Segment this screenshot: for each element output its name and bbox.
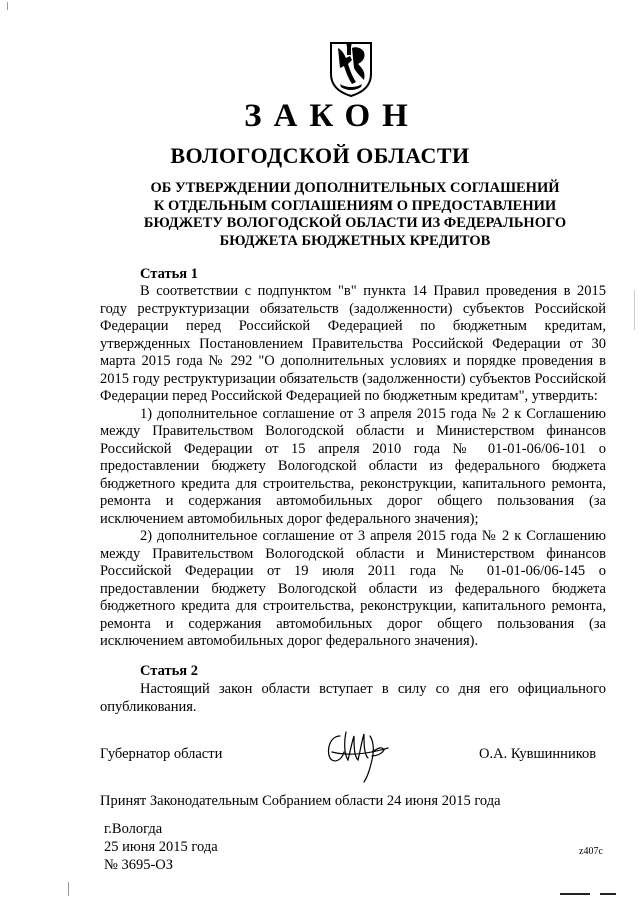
article-2-body <box>100 681 606 716</box>
law-number: № 3695-ОЗ <box>104 857 174 873</box>
subject-line: ОБ УТВЕРЖДЕНИИ ДОПОЛНИТЕЛЬНЫХ СОГЛАШЕНИЙ <box>150 180 560 196</box>
subject-line: К ОТДЕЛЬНЫМ СОГЛАШЕНИЯМ О ПРЕДОСТАВЛЕНИИ <box>153 197 557 214</box>
scan-mark <box>68 882 69 896</box>
place-and-date-block <box>104 820 218 874</box>
vologda-coat-of-arms-icon <box>328 40 374 98</box>
signing-date: 25 июня 2015 года <box>104 839 218 855</box>
scan-mark <box>7 2 8 10</box>
article-1-body <box>100 283 606 651</box>
article-1-heading: Статья 1 <box>140 266 198 282</box>
article-2-text: Настоящий закон области вступает в силу со дня его официального опубликования. <box>100 681 606 715</box>
signer-name: О.А. Кувшинников <box>479 746 597 762</box>
subject-line: БЮДЖЕТА БЮДЖЕТНЫХ КРЕДИТОВ <box>219 232 491 249</box>
article-1-item-2: 2) дополнительное соглашение от 3 апреля 2015 года № 2 к Соглашению между Правительством Вологодской области и Министерством финансов Российской Федерации от 19 июля 2011 года № 01-01-06/06-145 о предоставлении бюджету Вологодской области из федерального бюджета бюджетного кредита для строительства, реконструкции, капитального ремонта, ремонта и содержания автомобильных дорог общего пользования (за исключением автомобильных дорог федерального значения). <box>100 528 606 649</box>
scan-mark <box>634 290 635 330</box>
scan-mark <box>600 893 616 895</box>
document-code: z407c <box>579 846 603 857</box>
law-title: ЗАКОН <box>244 98 420 134</box>
signer-position: Губернатор области <box>100 746 223 762</box>
article-2-heading: Статья 2 <box>140 663 198 679</box>
subject-line: БЮДЖЕТУ ВОЛОГОДСКОЙ ОБЛАСТИ ИЗ ФЕДЕРАЛЬНОГО <box>143 215 567 231</box>
law-subject <box>100 180 610 250</box>
city: г.Вологда <box>104 821 163 837</box>
article-1-item-1: 1) дополнительное соглашение от 3 апреля 2015 года № 2 к Соглашению между Правительством Вологодской области и Министерством финансов Российской Федерации от 15 апреля 2010 года № 01-01-06/06-101 о предоставлении бюджету Вологодской области из федерального бюджета бюджетного кредита для строительства, реконструкции, капитального ремонта, ремонта и содержания автомобильных дорог общего пользования (за исключением автомобильных дорог федерального значения); <box>100 405 606 527</box>
handwritten-signature-icon <box>318 722 396 786</box>
scan-mark <box>560 893 590 895</box>
adoption-statement: Принят Законодательным Собранием области 24 июня 2015 года <box>100 793 501 809</box>
region-title: ВОЛОГОДСКОЙ ОБЛАСТИ <box>170 143 470 168</box>
article-1-intro: В соответствии с подпунктом "в" пункта 14 Правил проведения в 2015 году реструктуризации обязательств (задолженности) субъектов Российской Федерации перед Российской Федерацией по бюджетным кредитам, утвержденных Постановлением Правительства Российской Федерации от 30 марта 2015 года № 292 "О дополнительных условиях и порядке проведения в 2015 году реструктуризации обязательств (задолженности) субъектов Российской Федерации перед Российской Федерацией по бюджетным кредитам", утвердить: <box>100 283 606 404</box>
